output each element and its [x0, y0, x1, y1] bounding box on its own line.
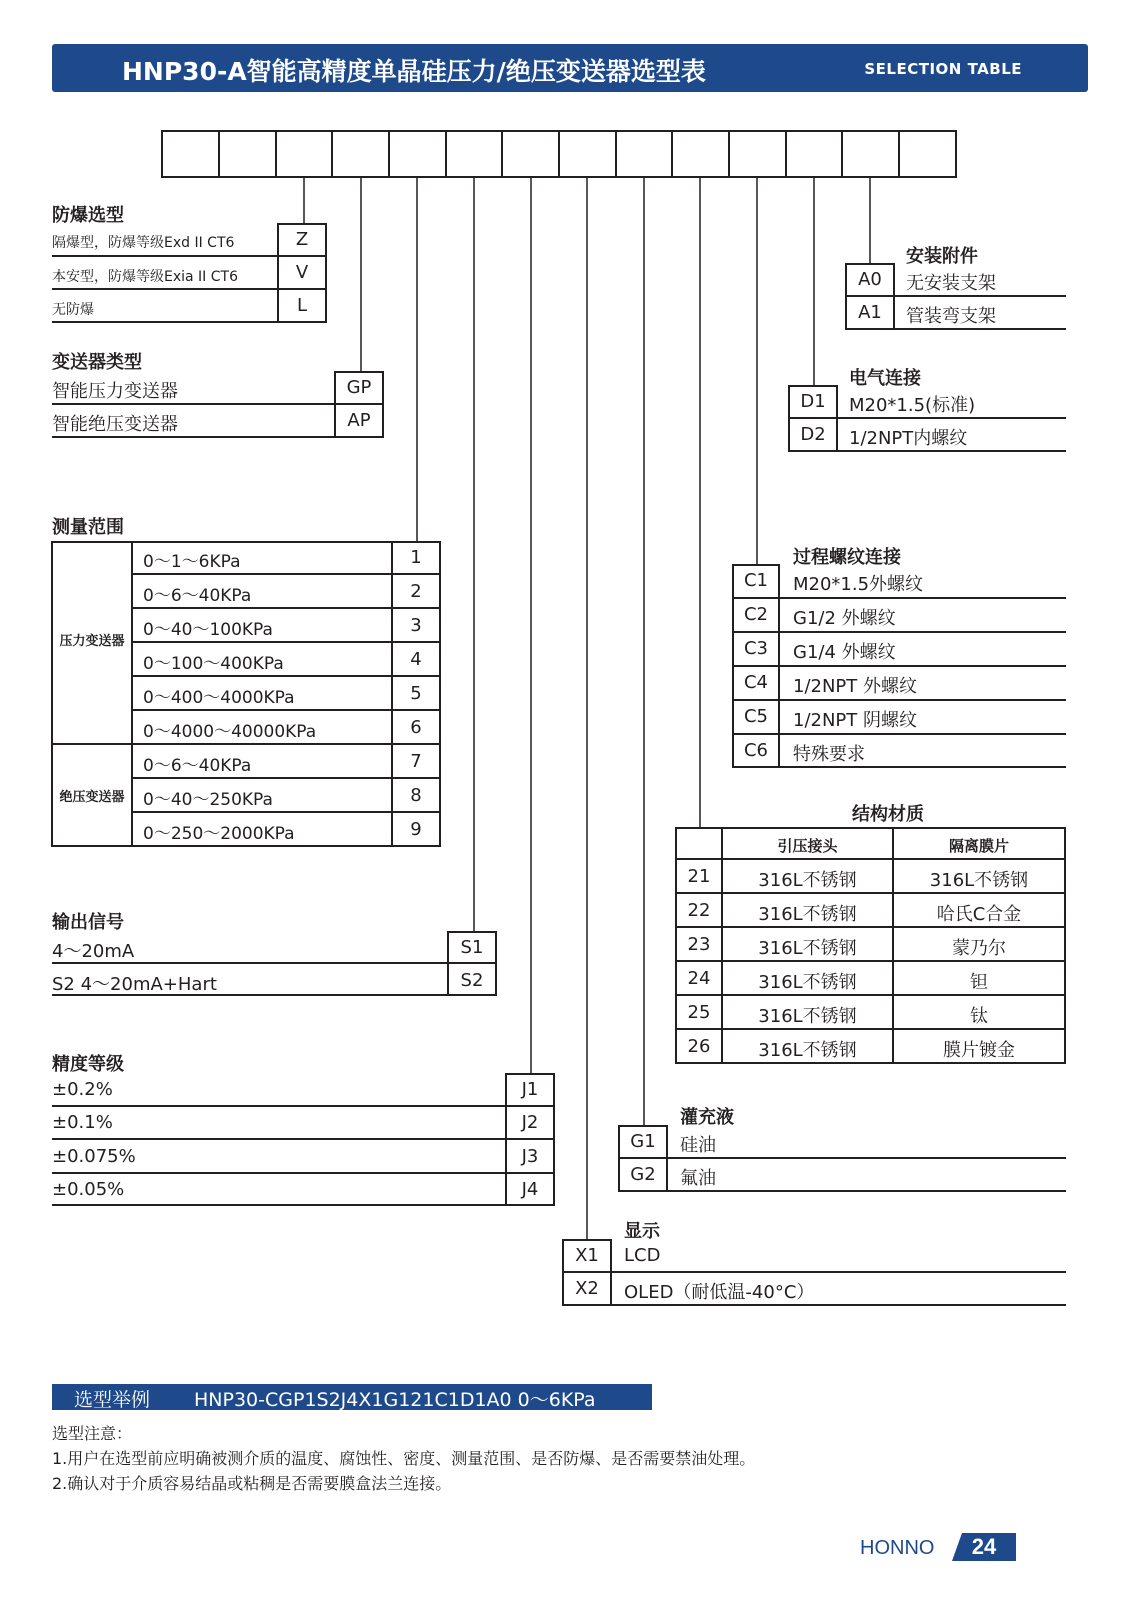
- transmitter-type-code: AP: [347, 410, 371, 431]
- notes-title: 选型注意：: [52, 1424, 133, 1443]
- range-code: 4: [410, 649, 422, 670]
- fill-liquid-code: G2: [630, 1164, 656, 1185]
- explosion-proof-label: 本安型，防爆等级Exia II CT6: [52, 269, 238, 285]
- process-thread-code: C5: [743, 706, 769, 727]
- material-diaphragm: 膜片镀金: [943, 1040, 1015, 1061]
- output-signal-label: S2 4～20mA+Hart: [52, 974, 217, 995]
- material-joint: 316L不锈钢: [758, 938, 857, 959]
- mounting-code: A1: [858, 302, 882, 323]
- range-value: 0～40～100KPa: [143, 620, 273, 640]
- explosion-proof-code: L: [296, 295, 308, 316]
- material-diaphragm: 钽: [970, 972, 988, 993]
- page-subtitle: SELECTION TABLE: [864, 60, 1022, 78]
- range-code: 5: [410, 683, 422, 704]
- display-code: X1: [575, 1245, 599, 1266]
- display-title: 显示: [624, 1221, 660, 1242]
- explosion-proof-code: Z: [295, 229, 309, 250]
- accuracy-code: J3: [521, 1146, 539, 1167]
- material-diaphragm: 316L不锈钢: [929, 870, 1029, 891]
- process-thread-code: C4: [743, 672, 769, 693]
- range-group-label: 压力变送器: [59, 634, 125, 649]
- transmitter-type-title: 变送器类型: [52, 352, 142, 373]
- example-label: 选型举例: [74, 1389, 151, 1411]
- process-thread-label: 1/2NPT 外螺纹: [793, 676, 918, 697]
- material-code: 23: [687, 934, 711, 955]
- process-thread-code: C3: [743, 638, 769, 659]
- material-code: 22: [687, 900, 711, 921]
- process-thread-label: 特殊要求: [793, 744, 865, 765]
- process-thread-label: G1/2 外螺纹: [793, 608, 896, 629]
- output-signal-code: S2: [460, 970, 484, 991]
- range-code: 9: [410, 819, 422, 840]
- material-code: 25: [687, 1002, 711, 1023]
- mounting-label: 管装弯支架: [906, 306, 996, 327]
- note-item: 1.用户在选型前应明确被测介质的温度、腐蚀性、密度、测量范围、是否防爆、是否需要禁油处理。: [52, 1449, 756, 1468]
- accuracy-label: ±0.075%: [52, 1146, 136, 1167]
- explosion-proof-title: 防爆选型: [52, 205, 124, 226]
- fill-liquid-title: 灌充液: [680, 1107, 734, 1128]
- range-group-label: 绝压变送器: [59, 790, 125, 805]
- material-joint: 316L不锈钢: [758, 1040, 857, 1061]
- fill-liquid-label: 硅油: [680, 1135, 716, 1156]
- range-code: 7: [410, 751, 422, 772]
- range-value: 0～400～4000KPa: [143, 688, 295, 708]
- range-code: 3: [410, 615, 422, 636]
- accuracy-title: 精度等级: [52, 1054, 124, 1075]
- range-value: 0～250～2000KPa: [143, 824, 295, 844]
- fill-liquid-code: G1: [630, 1131, 656, 1152]
- material-diaphragm: 哈氏C合金: [936, 904, 1022, 925]
- mounting-label: 无安装支架: [906, 273, 996, 294]
- material-joint: 316L不锈钢: [758, 1006, 857, 1027]
- output-signal-code: S1: [460, 937, 484, 958]
- range-value: 0～1～6KPa: [143, 552, 241, 572]
- process-thread-label: 1/2NPT 阴螺纹: [793, 710, 918, 731]
- example-value: HNP30-CGP1S2J4X1G121C1D1A0 0～6KPa: [194, 1389, 596, 1411]
- material-header-diaphragm: 隔离膜片: [948, 837, 1009, 855]
- range-value: 0～40～250KPa: [143, 790, 273, 810]
- output-signal-title: 输出信号: [52, 912, 124, 933]
- range-code: 1: [410, 547, 422, 568]
- electrical-code: D2: [800, 424, 826, 445]
- accuracy-label: ±0.2%: [52, 1079, 113, 1100]
- range-value: 0～6～40KPa: [143, 756, 252, 776]
- electrical-label: 1/2NPT内螺纹: [849, 428, 968, 449]
- display-label: OLED（耐低温-40°C）: [624, 1282, 815, 1303]
- process-thread-label: G1/4 外螺纹: [793, 642, 896, 663]
- range-code: 8: [410, 785, 422, 806]
- display-label: LCD: [624, 1245, 661, 1266]
- accuracy-label: ±0.1%: [52, 1112, 113, 1133]
- material-joint: 316L不锈钢: [758, 972, 857, 993]
- process-thread-title: 过程螺纹连接: [793, 547, 901, 568]
- electrical-title: 电气连接: [849, 368, 921, 389]
- material-diaphragm: 蒙乃尔: [952, 938, 1006, 959]
- output-signal-label: 4～20mA: [52, 941, 135, 962]
- measure-range-title: 测量范围: [52, 517, 124, 538]
- range-value: 0～6～40KPa: [143, 586, 252, 606]
- mounting-title: 安装附件: [906, 246, 978, 267]
- process-thread-code: C6: [743, 740, 769, 761]
- explosion-proof-label: 隔爆型，防爆等级Exd II CT6: [52, 235, 235, 251]
- note-item: 2.确认对于介质容易结晶或粘稠是否需要膜盒法兰连接。: [52, 1474, 452, 1493]
- process-thread-code: C2: [743, 604, 769, 625]
- range-value: 0～100～400KPa: [143, 654, 284, 674]
- explosion-proof-label: 无防爆: [52, 302, 94, 318]
- transmitter-type-label: 智能压力变送器: [52, 381, 178, 402]
- accuracy-code: J2: [521, 1112, 539, 1133]
- page-title: HNP30-A智能高精度单晶硅压力/绝压变送器选型表: [122, 57, 706, 86]
- mounting-code: A0: [858, 269, 882, 290]
- material-joint: 316L不锈钢: [758, 870, 857, 891]
- material-joint: 316L不锈钢: [758, 904, 857, 925]
- material-code: 21: [687, 866, 711, 887]
- fill-liquid-label: 氟油: [680, 1168, 716, 1189]
- electrical-code: D1: [800, 391, 826, 412]
- accuracy-label: ±0.05%: [52, 1179, 125, 1200]
- range-code: 2: [410, 581, 422, 602]
- electrical-label: M20*1.5(标准): [849, 395, 976, 416]
- material-code: 24: [687, 968, 711, 989]
- selection-example-bar: [52, 1384, 652, 1410]
- page-number: 24: [971, 1534, 997, 1559]
- material-diaphragm: 钛: [970, 1006, 988, 1027]
- range-value: 0～4000～40000KPa: [143, 722, 317, 742]
- material-code: 26: [687, 1036, 711, 1057]
- brand-name: HONNO: [860, 1537, 935, 1559]
- material-header-joint: 引压接头: [777, 837, 838, 855]
- transmitter-type-label: 智能绝压变送器: [52, 414, 178, 435]
- accuracy-code: J4: [521, 1179, 539, 1200]
- range-code: 6: [410, 717, 422, 738]
- accuracy-code: J1: [521, 1079, 539, 1100]
- transmitter-type-code: GP: [346, 377, 372, 398]
- explosion-proof-code: V: [295, 262, 309, 283]
- process-thread-code: C1: [743, 570, 769, 591]
- process-thread-label: M20*1.5外螺纹: [793, 574, 924, 595]
- page-number-tab: [952, 1533, 1016, 1561]
- material-title: 结构材质: [852, 804, 924, 825]
- display-code: X2: [575, 1278, 599, 1299]
